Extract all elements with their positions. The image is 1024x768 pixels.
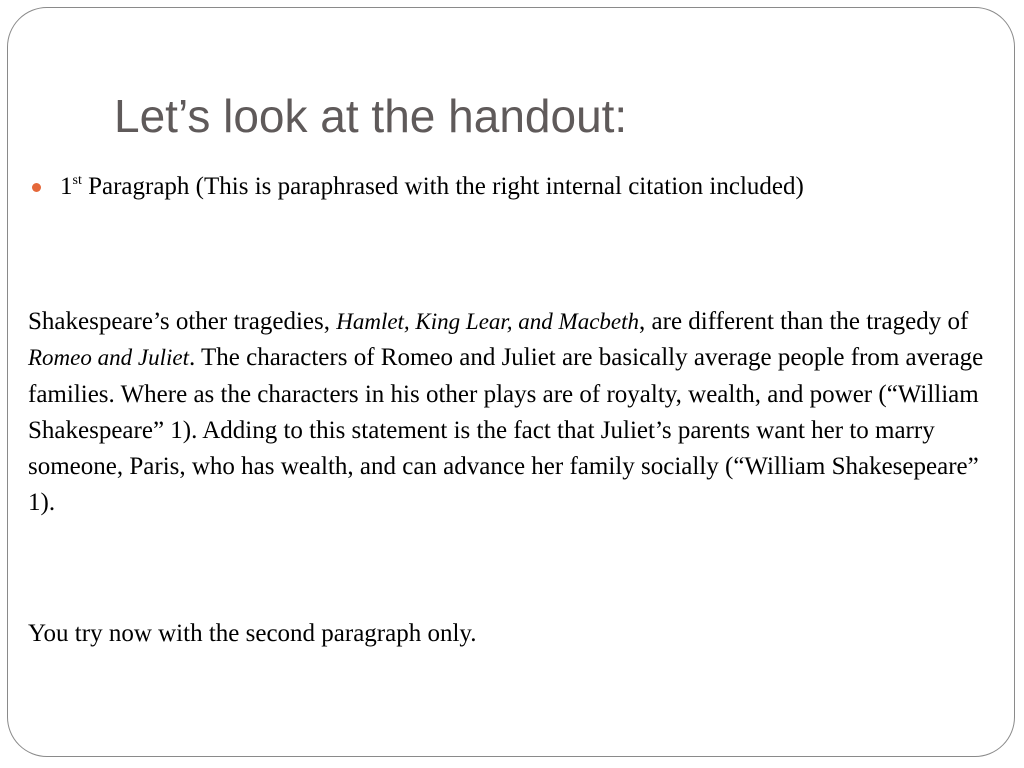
bullet-label: Paragraph (This is paraphrased with the right internal citation included) (81, 173, 804, 200)
paragraph-text-2: , are different than the tragedy of (639, 308, 969, 335)
bullet-dot-icon (32, 183, 41, 192)
slide-title: Let’s look at the handout: (114, 90, 628, 142)
bullet-prefix: 1 (60, 173, 73, 200)
bullet-text (60, 172, 804, 202)
paragraph-italic-title: Romeo and Juliet (28, 345, 189, 371)
example-paragraph (28, 304, 1000, 522)
instruction-paragraph: You try now with the second paragraph only. (28, 620, 477, 647)
slide (7, 7, 1015, 757)
bullet-superscript: st (72, 173, 82, 188)
paragraph-text-3: . The characters of Romeo and Juliet are basically average people from average families. Where as the characters in his other plays are of royalty, wealth, and power (“William Shakespeare” 1). Adding to this statement is the fact that Juliet’s parents want her to marry someone, Paris, who has wealth, and can advance her family socially (“William Shakesepeare” 1). (28, 344, 984, 517)
paragraph-text-1: Shakespeare’s other tragedies, (28, 308, 337, 335)
paragraph-italic-titles: Hamlet, King Lear, and Macbeth (336, 309, 640, 334)
